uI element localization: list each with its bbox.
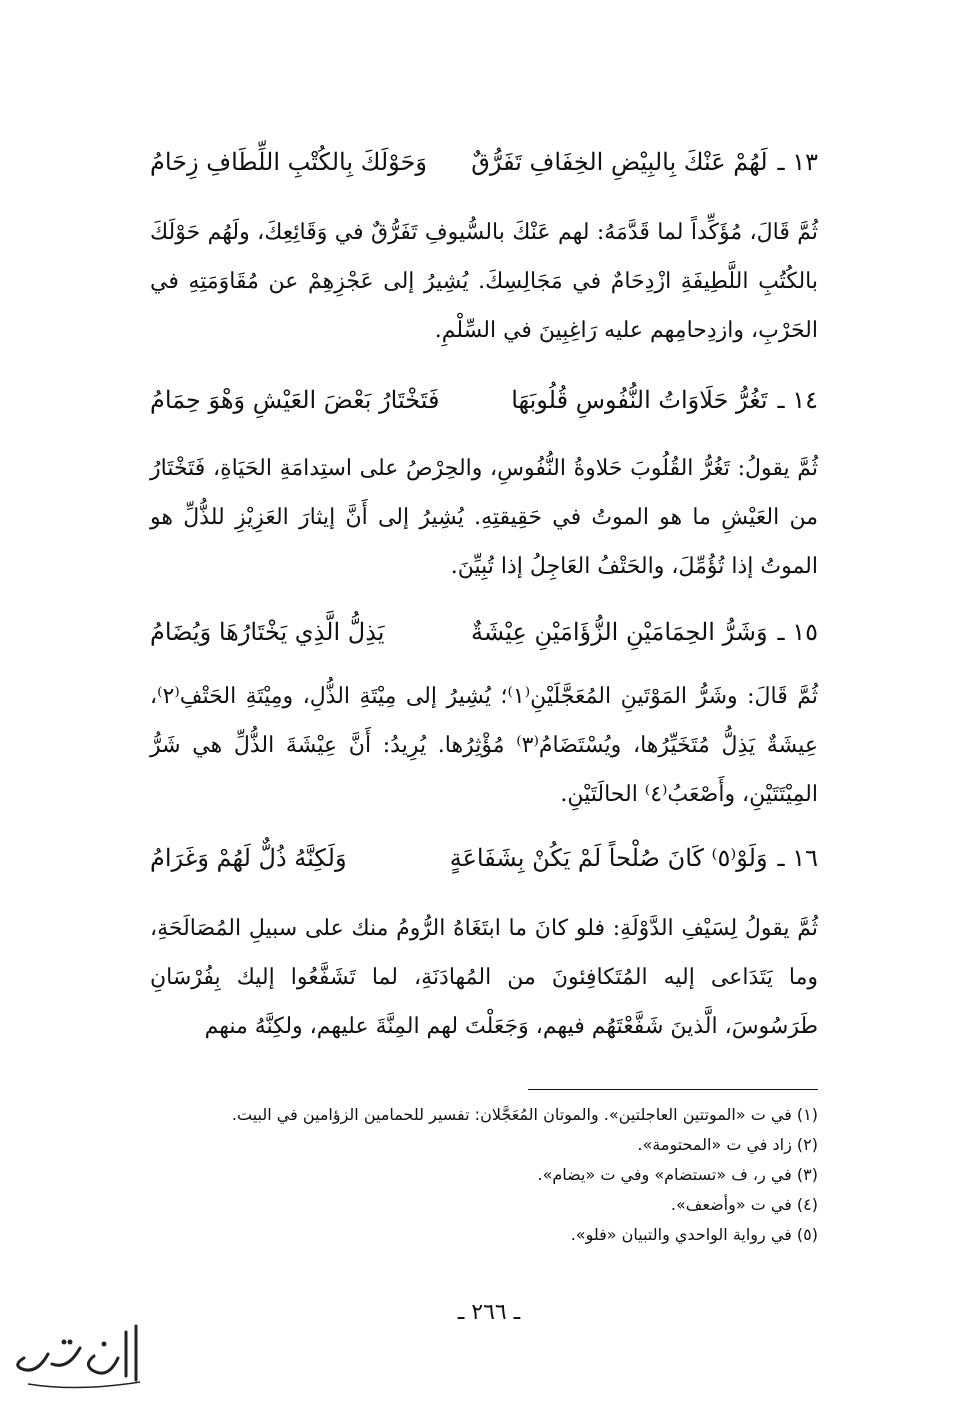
verse-number: ١٥ ـ — [777, 618, 818, 646]
footnote: (٢) زاد في ت «المحتومة». — [637, 1135, 818, 1154]
verse-13 — [150, 148, 818, 176]
verse-15 — [150, 618, 818, 646]
commentary-paragraph: ثُمَّ يقولُ: تَغُرُّ القُلُوبَ حَلاوةُ النُّفُوسِ، والحِرْصُ على استِدامَةِ الحَيَاةِ، فَتَخْتَارُ من العَيْشِ ما هو الموتُ في حَقِيقتِهِ. يُشِيرُ إلى أَنَّ إيثارَ العَزِيْزِ للذُّلِّ هو الموتُ إذا تُؤُمِّلَ، والحَتْفُ العَاجِلُ إذا تُبِيِّنَ. — [150, 456, 818, 579]
footnote-divider — [528, 1089, 818, 1090]
verse-second-hemistich: وَلَكِنَّهُ ذُلٌّ لَهُمْ وَغَرَامُ — [150, 844, 347, 872]
publisher-logo — [8, 1318, 148, 1408]
commentary-paragraph: ثُمَّ يقولُ لِسَيْفِ الدَّوْلَةِ: فلو كانَ ما ابتَغَاهُ الرُّومُ منك على سبيلِ المُصَالَحَةِ، وما يَتَدَاعى إليه المُتَكافِئونَ من المُهادَنَةِ، لما تَشَفَّعُوا إليك بِفُرْسَانِ طَرَسُوسَ، الَّذينَ شَفَّعْتَهُم فيهم، وَجَعَلْتَ لهم المِنَّةَ عليهم، ولكِنَّهُ منهم — [150, 916, 818, 1039]
verse-first-hemistich: تَغُرُّ حَلَاوَاتُ النُّفُوسِ قُلُوبَهَا — [511, 386, 768, 414]
page-number: ـ ٢٦٦ ـ — [457, 1300, 521, 1325]
verse-16 — [150, 844, 818, 872]
commentary-paragraph: ثُمَّ قَالَ، مُؤَكِّداً لما قَدَّمَهُ: لهم عَنْكَ بالسُّيوفِ تَفَرُّقٌ في وَقَائِعِكَ، ولَهُم حَوْلَكَ بالكُتُبِ اللَّطِيفَةِ ازْدِحَامٌ في مَجَالِسِكَ. يُشِيرُ إلى عَجْزِهِمْ عن مُقَاوَمَتِهِ في الحَرْبِ، وازدِحامِهم عليه رَاغِبِينَ في السِّلْمِ. — [150, 220, 818, 343]
verse-first-hemistich: وَشَرُّ الحِمَامَيْنِ الزُّؤَامَيْنِ عِيْشَةٌ — [471, 618, 768, 646]
verse-14 — [150, 386, 818, 414]
footnote: (١) في ت «الموتتين العاجلتين». والموتان المُعَجَّلان: تفسير للحمامين الزؤامين في البيت. — [231, 1105, 818, 1124]
commentary-paragraph: ثُمَّ قَالَ: وشَرُّ المَوْتَينِ المُعَجَّلَيْنِ⁽١⁾؛ يُشِيرُ إلى مِيْتَةِ الذُّلِ، ومِيْتَةِ الحَتْفِ⁽٢⁾، عِيشَةٌ يَذِلُّ مُتَخَيِّرُها، ويُسْتَضَامُ⁽٣⁾ مُؤْثِرُها. يُرِيدُ: أَنَّ عِيْشَةَ الذُّلِّ هي شَرُّ المِيْتَتَيْنِ، وأَصْعَبُ⁽٤⁾ الحالَتَيْنِ. — [150, 684, 818, 807]
footnote: (٤) في ت «وأضعف». — [670, 1195, 818, 1214]
verse-number: ١٣ ـ — [777, 148, 818, 176]
verse-second-hemistich: وَحَوْلَكَ بِالكُتْبِ اللِّطَافِ زِحَامُ — [149, 148, 428, 176]
footnotes-list — [150, 1100, 818, 1250]
verse-number: ١٦ ـ — [777, 844, 818, 872]
footnote: (٥) في رواية الواحدي والتبيان «فلو». — [570, 1225, 818, 1244]
verse-second-hemistich: فَتَخْتَارُ بَعْضَ العَيْشِ وَهْوَ حِمَامُ — [149, 386, 440, 414]
verse-first-hemistich: لَهُمْ عَنْكَ بِالبِيْضِ الخِفَافِ تَفَرُّقٌ — [471, 148, 768, 176]
verse-number: ١٤ ـ — [777, 386, 818, 414]
footnote: (٣) في ر، ف «تستضام» وفي ت «يضام». — [537, 1165, 818, 1184]
verse-first-hemistich: وَلَوْ⁽٥⁾ كَانَ صُلْحاً لَمْ يَكُنْ بِشَفَاعَةٍ — [449, 844, 768, 872]
verse-second-hemistich: يَذِلُّ الَّذِي يَخْتَارُهَا وَيُضَامُ — [149, 618, 385, 646]
